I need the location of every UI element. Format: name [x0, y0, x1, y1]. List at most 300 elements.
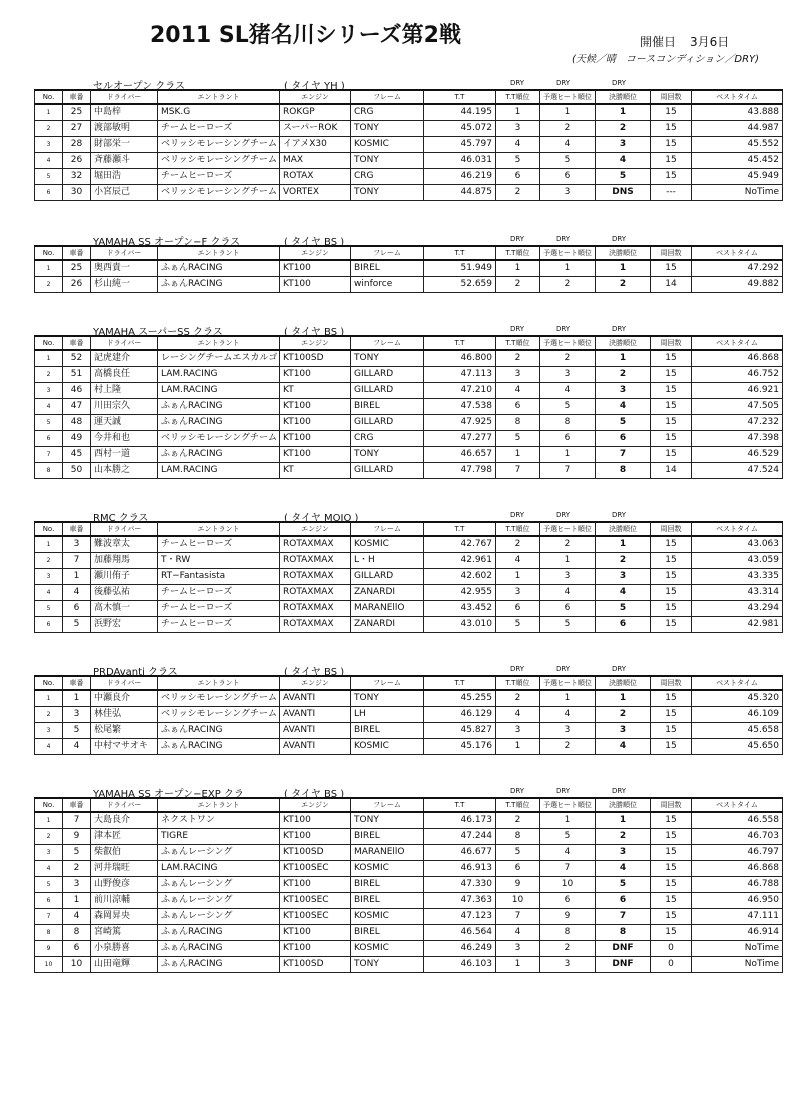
- driver-name: 山野俊彦: [91, 877, 158, 893]
- frame-name: BIREL: [351, 829, 424, 845]
- frame-name: GILLARD: [351, 569, 424, 585]
- column-header: フレーム: [351, 246, 424, 260]
- best-time: 45.650: [692, 739, 783, 755]
- time-trial-rank: 2: [496, 536, 540, 553]
- final-position: 6: [596, 893, 651, 909]
- best-time: 46.558: [692, 812, 783, 829]
- laps: 15: [651, 829, 692, 845]
- position-number: 2: [35, 367, 63, 383]
- column-header: ベストタイム: [692, 798, 783, 812]
- heat-rank: 4: [540, 585, 596, 601]
- final-position: 4: [596, 585, 651, 601]
- event-date-value: 3月6日: [690, 35, 730, 49]
- car-number: 52: [63, 350, 91, 367]
- column-header: 周回数: [651, 336, 692, 350]
- column-header: エンジン: [280, 522, 351, 536]
- driver-name: 宮崎篤: [91, 925, 158, 941]
- position-number: 3: [35, 137, 63, 153]
- dry-condition-label: DRY: [510, 665, 525, 673]
- time-trial-rank: 2: [496, 350, 540, 367]
- entrant-name: ふぁんレーシング: [158, 893, 280, 909]
- table-row: [35, 723, 783, 739]
- driver-name: 山本勝之: [91, 463, 158, 479]
- final-position: DNS: [596, 185, 651, 201]
- time-trial-rank: 6: [496, 169, 540, 185]
- column-header: エンジン: [280, 676, 351, 690]
- laps: 15: [651, 909, 692, 925]
- time-trial: 46.564: [424, 925, 496, 941]
- engine-name: KT: [280, 383, 351, 399]
- car-number: 6: [63, 941, 91, 957]
- entrant-name: ふぁんRACING: [158, 957, 280, 973]
- laps: 15: [651, 169, 692, 185]
- best-time: 43.059: [692, 553, 783, 569]
- column-header: ドライバー: [91, 336, 158, 350]
- car-number: 10: [63, 957, 91, 973]
- best-time: 43.335: [692, 569, 783, 585]
- class-section: [34, 323, 782, 479]
- final-position: 4: [596, 399, 651, 415]
- dry-condition-label: DRY: [556, 79, 571, 87]
- results-table: [34, 521, 783, 633]
- frame-name: TONY: [351, 690, 424, 707]
- class-name: PRDAvanti クラス: [93, 667, 178, 678]
- best-time: 46.703: [692, 829, 783, 845]
- laps: 15: [651, 350, 692, 367]
- class-section: [34, 509, 782, 633]
- entrant-name: ふぁんRACING: [158, 399, 280, 415]
- best-time: 43.314: [692, 585, 783, 601]
- engine-name: KT100SEC: [280, 861, 351, 877]
- driver-name: 高橋良任: [91, 367, 158, 383]
- frame-name: GILLARD: [351, 367, 424, 383]
- column-header: 車番: [63, 798, 91, 812]
- class-name: セルオープン クラス: [93, 81, 185, 92]
- best-time: 47.505: [692, 399, 783, 415]
- car-number: 2: [63, 861, 91, 877]
- time-trial: 52.659: [424, 277, 496, 293]
- column-header: 周回数: [651, 522, 692, 536]
- final-position: 4: [596, 153, 651, 169]
- position-number: 8: [35, 463, 63, 479]
- position-number: 1: [35, 260, 63, 277]
- driver-name: 加藤翔馬: [91, 553, 158, 569]
- frame-name: BIREL: [351, 723, 424, 739]
- driver-name: 柴叡伯: [91, 845, 158, 861]
- frame-name: TONY: [351, 185, 424, 201]
- time-trial: 47.244: [424, 829, 496, 845]
- time-trial-rank: 4: [496, 137, 540, 153]
- table-row: [35, 104, 783, 121]
- table-row: [35, 137, 783, 153]
- best-time: 46.797: [692, 845, 783, 861]
- column-header: T.T: [424, 90, 496, 104]
- best-time: 43.888: [692, 104, 783, 121]
- position-number: 2: [35, 829, 63, 845]
- engine-name: イアメX30: [280, 137, 351, 153]
- column-header: 決勝順位: [596, 336, 651, 350]
- engine-name: AVANTI: [280, 723, 351, 739]
- results-table: [34, 797, 783, 973]
- final-position: 7: [596, 447, 651, 463]
- time-trial-rank: 8: [496, 415, 540, 431]
- best-time: 45.658: [692, 723, 783, 739]
- entrant-name: チームヒーローズ: [158, 536, 280, 553]
- entrant-name: LAM.RACING: [158, 383, 280, 399]
- laps: 15: [651, 399, 692, 415]
- laps: 15: [651, 893, 692, 909]
- column-header: 周回数: [651, 676, 692, 690]
- column-header: エントラント: [158, 90, 280, 104]
- engine-name: KT: [280, 463, 351, 479]
- table-header-row: [35, 336, 783, 350]
- table-row: [35, 121, 783, 137]
- position-number: 3: [35, 723, 63, 739]
- time-trial: 45.072: [424, 121, 496, 137]
- frame-name: GILLARD: [351, 383, 424, 399]
- position-number: 7: [35, 909, 63, 925]
- position-number: 4: [35, 153, 63, 169]
- time-trial-rank: 4: [496, 383, 540, 399]
- driver-name: 杉山純一: [91, 277, 158, 293]
- table-row: [35, 277, 783, 293]
- column-header: T.T: [424, 336, 496, 350]
- final-position: 8: [596, 463, 651, 479]
- driver-name: 山田竜輝: [91, 957, 158, 973]
- frame-name: TONY: [351, 121, 424, 137]
- engine-name: KT100: [280, 829, 351, 845]
- driver-name: 記虎建介: [91, 350, 158, 367]
- entrant-name: ベリッシモレーシングチーム: [158, 431, 280, 447]
- driver-name: 斉藤瀬斗: [91, 153, 158, 169]
- laps: ---: [651, 185, 692, 201]
- time-trial-rank: 3: [496, 585, 540, 601]
- engine-name: KT100: [280, 367, 351, 383]
- laps: 15: [651, 723, 692, 739]
- frame-name: winforce: [351, 277, 424, 293]
- table-row: [35, 153, 783, 169]
- entrant-name: チームヒーローズ: [158, 601, 280, 617]
- car-number: 4: [63, 585, 91, 601]
- time-trial-rank: 4: [496, 553, 540, 569]
- car-number: 46: [63, 383, 91, 399]
- engine-name: KT100: [280, 415, 351, 431]
- time-trial-rank: 6: [496, 399, 540, 415]
- class-header: [34, 509, 782, 524]
- time-trial-rank: 4: [496, 707, 540, 723]
- car-number: 30: [63, 185, 91, 201]
- column-header: 予選ヒート順位: [540, 676, 596, 690]
- entrant-name: ベリッシモレーシングチーム: [158, 707, 280, 723]
- final-position: 5: [596, 415, 651, 431]
- table-header-row: [35, 246, 783, 260]
- frame-name: KOSMIC: [351, 909, 424, 925]
- car-number: 3: [63, 536, 91, 553]
- column-header: ドライバー: [91, 676, 158, 690]
- table-row: [35, 601, 783, 617]
- time-trial: 46.173: [424, 812, 496, 829]
- entrant-name: MSK.G: [158, 104, 280, 121]
- heat-rank: 2: [540, 350, 596, 367]
- dry-condition-label: DRY: [612, 235, 627, 243]
- engine-name: MAX: [280, 153, 351, 169]
- time-trial-rank: 4: [496, 925, 540, 941]
- frame-name: KOSMIC: [351, 861, 424, 877]
- time-trial: 47.210: [424, 383, 496, 399]
- driver-name: 瀬川侑子: [91, 569, 158, 585]
- column-header: 予選ヒート順位: [540, 246, 596, 260]
- heat-rank: 7: [540, 861, 596, 877]
- engine-name: KT100SD: [280, 957, 351, 973]
- driver-name: 川田宗久: [91, 399, 158, 415]
- time-trial-rank: 2: [496, 185, 540, 201]
- frame-name: GILLARD: [351, 463, 424, 479]
- best-time: 46.529: [692, 447, 783, 463]
- class-section: [34, 233, 782, 293]
- position-number: 3: [35, 569, 63, 585]
- position-number: 9: [35, 941, 63, 957]
- time-trial: 45.797: [424, 137, 496, 153]
- table-row: [35, 585, 783, 601]
- table-row: [35, 925, 783, 941]
- driver-name: 村上隆: [91, 383, 158, 399]
- car-number: 1: [63, 893, 91, 909]
- final-position: 6: [596, 617, 651, 633]
- frame-name: ZANARDI: [351, 617, 424, 633]
- engine-name: KT100SD: [280, 845, 351, 861]
- time-trial: 45.255: [424, 690, 496, 707]
- column-header: T.T: [424, 798, 496, 812]
- table-row: [35, 536, 783, 553]
- engine-name: KT100: [280, 399, 351, 415]
- time-trial-rank: 6: [496, 601, 540, 617]
- engine-name: ROTAXMAX: [280, 536, 351, 553]
- table-row: [35, 463, 783, 479]
- table-row: [35, 431, 783, 447]
- time-trial-rank: 2: [496, 812, 540, 829]
- dry-condition-label: DRY: [556, 665, 571, 673]
- heat-rank: 1: [540, 553, 596, 569]
- dry-condition-label: DRY: [612, 511, 627, 519]
- entrant-name: LAM.RACING: [158, 367, 280, 383]
- table-row: [35, 739, 783, 755]
- laps: 15: [651, 845, 692, 861]
- column-header: 周回数: [651, 246, 692, 260]
- best-time: 47.524: [692, 463, 783, 479]
- entrant-name: RT−Fantasista: [158, 569, 280, 585]
- time-trial: 46.103: [424, 957, 496, 973]
- entrant-name: ふぁんレーシング: [158, 877, 280, 893]
- driver-name: 今井和也: [91, 431, 158, 447]
- position-number: 4: [35, 399, 63, 415]
- driver-name: 渡部敏明: [91, 121, 158, 137]
- column-header: 車番: [63, 246, 91, 260]
- time-trial-rank: 1: [496, 447, 540, 463]
- driver-name: 奥西貴一: [91, 260, 158, 277]
- position-number: 2: [35, 121, 63, 137]
- laps: 15: [651, 585, 692, 601]
- heat-rank: 8: [540, 925, 596, 941]
- heat-rank: 9: [540, 909, 596, 925]
- best-time: 47.398: [692, 431, 783, 447]
- car-number: 7: [63, 553, 91, 569]
- time-trial-rank: 3: [496, 367, 540, 383]
- car-number: 50: [63, 463, 91, 479]
- position-number: 5: [35, 877, 63, 893]
- heat-rank: 6: [540, 601, 596, 617]
- laps: 15: [651, 569, 692, 585]
- engine-name: ROTAXMAX: [280, 617, 351, 633]
- position-number: 6: [35, 431, 63, 447]
- final-position: 3: [596, 137, 651, 153]
- dry-condition-label: DRY: [510, 79, 525, 87]
- best-time: 49.882: [692, 277, 783, 293]
- column-header: No.: [35, 676, 63, 690]
- car-number: 32: [63, 169, 91, 185]
- column-header: 予選ヒート順位: [540, 798, 596, 812]
- car-number: 5: [63, 723, 91, 739]
- time-trial: 44.195: [424, 104, 496, 121]
- column-header: T.T順位: [496, 522, 540, 536]
- time-trial: 46.800: [424, 350, 496, 367]
- column-header: ベストタイム: [692, 522, 783, 536]
- laps: 15: [651, 861, 692, 877]
- heat-rank: 6: [540, 169, 596, 185]
- laps: 15: [651, 260, 692, 277]
- engine-name: ROTAXMAX: [280, 553, 351, 569]
- tyre-info: ( タイヤ YH ): [284, 81, 345, 92]
- best-time: 44.987: [692, 121, 783, 137]
- engine-name: KT100SEC: [280, 909, 351, 925]
- frame-name: MARANEllO: [351, 845, 424, 861]
- car-number: 49: [63, 431, 91, 447]
- column-header: T.T順位: [496, 676, 540, 690]
- driver-name: 中村マサオキ: [91, 739, 158, 755]
- column-header: 車番: [63, 676, 91, 690]
- table-row: [35, 909, 783, 925]
- heat-rank: 3: [540, 723, 596, 739]
- event-date: [640, 33, 729, 50]
- class-name: YAMAHA SS オープン−EXP クラ: [93, 789, 244, 800]
- time-trial: 47.330: [424, 877, 496, 893]
- column-header: ドライバー: [91, 522, 158, 536]
- tyre-info: ( タイヤ BS ): [284, 667, 345, 678]
- table-row: [35, 553, 783, 569]
- laps: 0: [651, 941, 692, 957]
- column-header: 周回数: [651, 798, 692, 812]
- driver-name: 運天誠: [91, 415, 158, 431]
- entrant-name: ふぁんRACING: [158, 415, 280, 431]
- final-position: 1: [596, 536, 651, 553]
- best-time: 46.788: [692, 877, 783, 893]
- column-header: No.: [35, 798, 63, 812]
- car-number: 45: [63, 447, 91, 463]
- car-number: 4: [63, 909, 91, 925]
- time-trial-rank: 7: [496, 909, 540, 925]
- driver-name: 津本匠: [91, 829, 158, 845]
- dry-condition-label: DRY: [510, 511, 525, 519]
- engine-name: KT100: [280, 941, 351, 957]
- position-number: 4: [35, 739, 63, 755]
- time-trial-rank: 1: [496, 104, 540, 121]
- car-number: 25: [63, 260, 91, 277]
- column-header: No.: [35, 336, 63, 350]
- final-position: 3: [596, 569, 651, 585]
- car-number: 27: [63, 121, 91, 137]
- engine-name: KT100: [280, 260, 351, 277]
- class-header: [34, 323, 782, 338]
- best-time: 46.914: [692, 925, 783, 941]
- heat-rank: 4: [540, 707, 596, 723]
- final-position: 2: [596, 553, 651, 569]
- heat-rank: 6: [540, 893, 596, 909]
- heat-rank: 2: [540, 941, 596, 957]
- car-number: 47: [63, 399, 91, 415]
- table-row: [35, 399, 783, 415]
- engine-name: ROTAXMAX: [280, 569, 351, 585]
- heat-rank: 1: [540, 104, 596, 121]
- laps: 15: [651, 812, 692, 829]
- time-trial: 46.249: [424, 941, 496, 957]
- column-header: 決勝順位: [596, 522, 651, 536]
- final-position: 1: [596, 104, 651, 121]
- position-number: 3: [35, 383, 63, 399]
- column-header: ドライバー: [91, 798, 158, 812]
- time-trial-rank: 9: [496, 877, 540, 893]
- final-position: 4: [596, 739, 651, 755]
- position-number: 2: [35, 553, 63, 569]
- frame-name: TONY: [351, 447, 424, 463]
- time-trial-rank: 8: [496, 829, 540, 845]
- heat-rank: 1: [540, 260, 596, 277]
- time-trial: 47.123: [424, 909, 496, 925]
- engine-name: ROKGP: [280, 104, 351, 121]
- final-position: 1: [596, 690, 651, 707]
- frame-name: ZANARDI: [351, 585, 424, 601]
- final-position: 2: [596, 829, 651, 845]
- frame-name: TONY: [351, 350, 424, 367]
- time-trial: 43.452: [424, 601, 496, 617]
- laps: 15: [651, 121, 692, 137]
- heat-rank: 4: [540, 383, 596, 399]
- class-name: YAMAHA SS オープン−F クラス: [93, 237, 241, 248]
- entrant-name: チームヒーローズ: [158, 617, 280, 633]
- final-position: 1: [596, 260, 651, 277]
- column-header: エントラント: [158, 798, 280, 812]
- final-position: 3: [596, 383, 651, 399]
- car-number: 3: [63, 707, 91, 723]
- laps: 15: [651, 447, 692, 463]
- time-trial: 46.657: [424, 447, 496, 463]
- table-row: [35, 260, 783, 277]
- heat-rank: 6: [540, 431, 596, 447]
- laps: 15: [651, 153, 692, 169]
- heat-rank: 3: [540, 569, 596, 585]
- column-header: 予選ヒート順位: [540, 336, 596, 350]
- heat-rank: 1: [540, 690, 596, 707]
- column-header: T.T: [424, 676, 496, 690]
- frame-name: TONY: [351, 153, 424, 169]
- laps: 15: [651, 739, 692, 755]
- heat-rank: 5: [540, 153, 596, 169]
- heat-rank: 1: [540, 447, 596, 463]
- laps: 15: [651, 415, 692, 431]
- best-time: 42.981: [692, 617, 783, 633]
- table-header-row: [35, 676, 783, 690]
- final-position: 1: [596, 350, 651, 367]
- time-trial-rank: 10: [496, 893, 540, 909]
- table-row: [35, 877, 783, 893]
